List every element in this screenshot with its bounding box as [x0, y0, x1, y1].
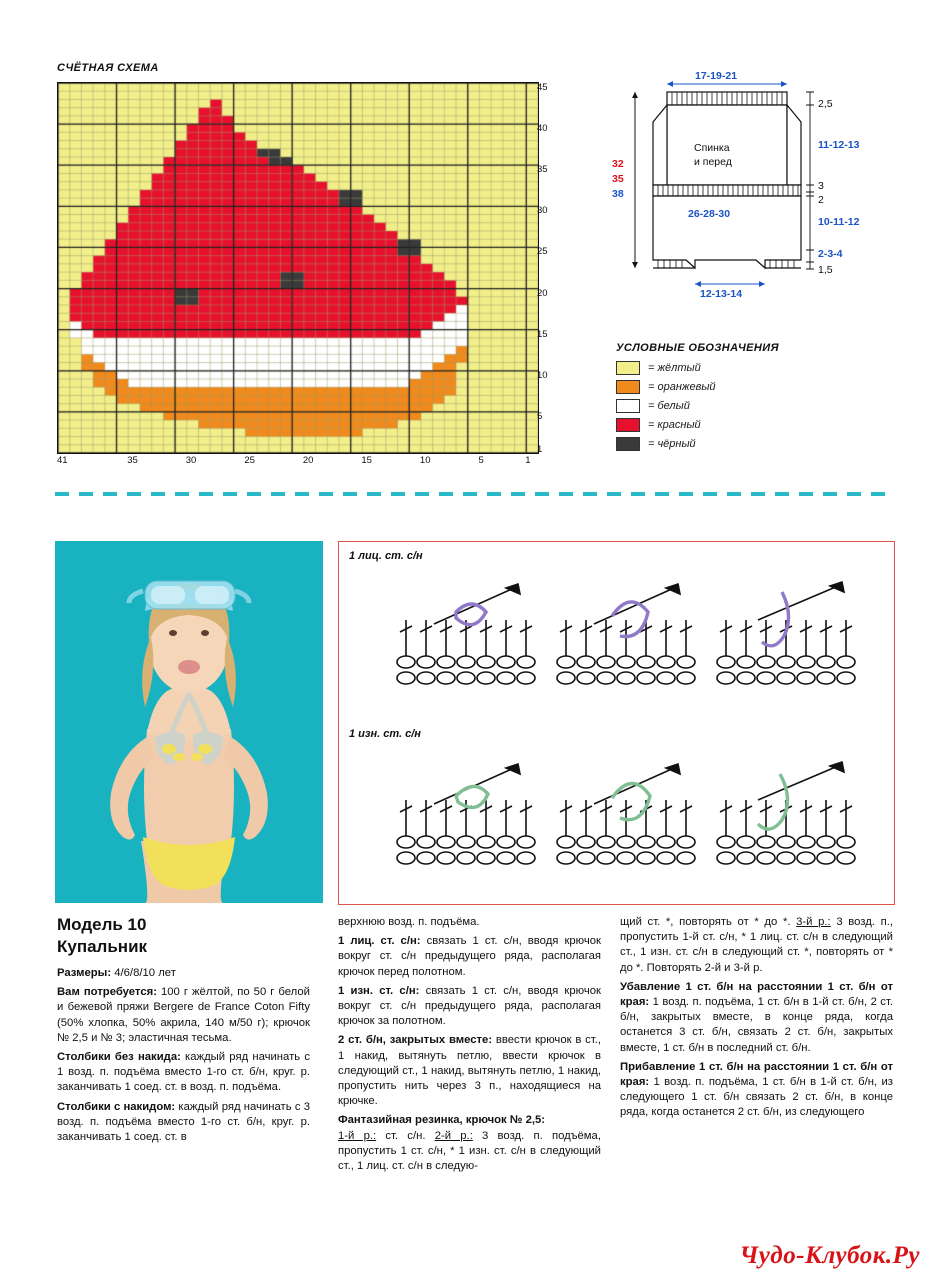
legend-label: = оранжевый: [648, 381, 716, 393]
text-column-1: [57, 915, 310, 1149]
chart-col-label: 30: [185, 455, 197, 466]
legend-swatch: [616, 418, 640, 432]
fancy-rib-row2-label: 2-й р.:: [434, 1129, 473, 1142]
legend-label: = красный: [648, 419, 701, 431]
stitch-diagrams: [339, 542, 894, 904]
schematic-right-1: 2,5: [818, 98, 833, 110]
stitch-label-front: 1 лиц. ст. с/н: [349, 550, 423, 562]
text-column-3: [620, 915, 893, 1125]
col2-continuation: верхнюю возд. п. подъёма.: [338, 916, 480, 928]
chart-col-label: 15: [361, 455, 372, 466]
chart-row-label: 30: [537, 205, 548, 217]
stitch-diagram-box: [338, 541, 895, 905]
fancy-rib-label: Фантазийная резинка, крючок № 2,5:: [338, 1114, 546, 1127]
dc-value: каждый ряд начинать с 3 возд. п. подъёма вместо 1-го ст. б/н, круг. р. заканчивать 1 соед. ст. в: [57, 1100, 310, 1144]
text-column-2: [338, 915, 601, 1178]
front-post-dc-paragraph: [338, 934, 601, 980]
increase-paragraph: [620, 1060, 893, 1121]
chart-col-label: 1: [525, 455, 531, 466]
dc-paragraph: [57, 1100, 310, 1146]
materials-label: Вам потребуется:: [57, 986, 157, 999]
fancy-rib-row1-value: ст. с/н.: [376, 1129, 435, 1142]
legend-title: УСЛОВНЫЕ ОБОЗНАЧЕНИЯ: [616, 342, 779, 354]
schematic-inner-label-1: Спинка: [694, 142, 730, 154]
model-name: Купальник: [57, 937, 148, 956]
front-post-dc-value: связать 1 ст. с/н, вводя крючок вокруг ст. с/н предыдущего ряда, располагая крючок перед полотном.: [338, 935, 601, 978]
dashed-divider: [55, 492, 893, 496]
back-post-dc-label: 1 изн. ст. с/н:: [338, 984, 420, 997]
schematic-right-7: 1,5: [818, 264, 833, 276]
schematic-bottom-width: 12-13-14: [700, 288, 743, 300]
chart-row-label: 10: [537, 369, 548, 381]
decrease-value: 1 возд. п. подъёма, 1 ст. б/н в 1-й ст. б/н, 2 ст. б/н, закрытых вместе, в конце ряда, когда останется 3 ст. б/н, связать 2 ст. б/н, закрытых вместе, 1 ст. б/н в последний ст. б/н.: [620, 996, 893, 1054]
sizes-paragraph: [57, 966, 310, 981]
chart-row-label: 1: [537, 443, 543, 455]
materials-value: 100 г жёлтой, по 50 г белой и бежевой пряжи Bergere de France Coton Fifty (50% хлопка, 50% акрила, 140 м/50 г); крючок № 2,5 и № 3; эластичная тесьма.: [57, 986, 310, 1044]
schematic-inner-width: 26-28-30: [688, 208, 731, 220]
model-photo: [55, 541, 323, 903]
legend-item: [616, 399, 916, 413]
chart-col-label: 20: [302, 455, 314, 466]
chart-column-labels: [50, 455, 550, 469]
sc2tog-value: ввести крючок в ст., 1 накид, вытянуть петлю, ввести крючок в следующий ст., 1 накид, вытянуть петлю, 1 накид, пропустить нить через 3 п., находящиеся на крючке.: [338, 1034, 601, 1108]
chart-row-label: 25: [537, 246, 548, 258]
legend-item: [616, 361, 916, 375]
chart-row-label: 40: [537, 123, 548, 135]
chart-col-label: 10: [419, 455, 431, 466]
schematic-height-2: 35: [612, 173, 624, 185]
legend-label: = чёрный: [648, 438, 696, 450]
front-post-dc-label: 1 лиц. ст. с/н:: [338, 935, 421, 948]
back-post-dc-value: связать 1 ст. с/н, вводя крючок вокруг ст. с/н предыдущего ряда, располагая крючок за полотном.: [338, 984, 601, 1028]
decrease-label: Убавление 1 ст. б/н на расстоянии 1 ст. б/н от края:: [620, 980, 893, 1009]
chart-row-label: 5: [537, 410, 543, 422]
chart-col-label: 5: [478, 455, 484, 466]
sc-label: Столбики без накида:: [57, 1051, 181, 1064]
legend: [616, 342, 916, 456]
increase-value: 1 возд. п. подъёма, 1 ст. б/н в 1-й ст. б/н, из следующего 1 ст. б/н связать 2 ст. б/н, в конце ряда, когда останется 2 ст. б/н, из следующего: [620, 1076, 893, 1119]
fancy-rib-row3-label: 3-й р.:: [796, 916, 831, 928]
schematic-right-2: 11-12-13: [818, 139, 860, 151]
model-number: Модель 10: [57, 915, 147, 934]
site-logo: Чудо-Клубок.Ру: [739, 1242, 920, 1269]
chart-row-labels: [537, 82, 567, 455]
chart-col-label: 41: [57, 455, 68, 466]
schematic-inner-label-2: и перед: [694, 156, 732, 168]
sc2tog-label: 2 ст. б/н, закрытых вместе:: [338, 1034, 493, 1047]
schematic-right-6: 2-3-4: [818, 248, 843, 260]
col3-continuation: [620, 915, 893, 976]
sizes-label: Размеры:: [57, 967, 112, 979]
chart-col-label: 35: [127, 455, 138, 466]
sc2tog-paragraph: [338, 1033, 601, 1109]
chart-row-label: 35: [537, 164, 548, 176]
sc-value: каждый ряд начинать с 1 возд. п. подъёма вместо 1-го ст. б/н, круг. р. заканчивать 1 соед. ст. в возд. п. подъёма.: [57, 1051, 310, 1094]
schematic-height-1: 32: [612, 158, 624, 170]
legend-label: = белый: [648, 400, 690, 412]
legend-swatch: [616, 361, 640, 375]
materials-paragraph: [57, 985, 310, 1046]
legend-swatch: [616, 437, 640, 451]
dc-label: Столбики с накидом:: [57, 1100, 176, 1113]
chart-row-label: 45: [537, 82, 548, 93]
page-number: 43: [915, 1256, 931, 1272]
legend-swatch: [616, 380, 640, 394]
schematic-right-5: 10-11-12: [818, 216, 860, 228]
legend-item: [616, 418, 916, 432]
fancy-rib-paragraph: [338, 1113, 601, 1174]
back-post-dc-paragraph: [338, 984, 601, 1030]
chart-canvas: [57, 82, 539, 454]
schematic-right-3: 3: [818, 180, 824, 192]
schematic-height-3: 38: [612, 188, 624, 200]
legend-label: = жёлтый: [648, 362, 701, 374]
increase-label: Прибавление 1 ст. б/н на расстоянии 1 ст. б/н от края:: [620, 1060, 893, 1089]
counting-chart: [57, 82, 539, 454]
legend-swatch: [616, 399, 640, 413]
legend-item: [616, 380, 916, 394]
sizes-value: 4/6/8/10 лет: [111, 967, 176, 979]
col3-cont-text: щий ст. *, повторять от * до *.: [620, 916, 797, 928]
fancy-rib-row3-value: 3 возд. п., пропустить 1-й ст. с/н, * 1 лиц. ст. с/н в следующий ст., 1 изн. ст. с/н в следующий ст. *, повторять от * до *. Повторять 2-й и 3-й р.: [620, 916, 893, 974]
chart-row-label: 20: [537, 287, 548, 299]
chart-col-label: 25: [244, 455, 255, 466]
chart-section-title: СЧЁТНАЯ СХЕМА: [57, 62, 159, 74]
fancy-rib-row1-label: 1-й р.:: [338, 1129, 377, 1142]
legend-item: [616, 437, 916, 451]
sc-paragraph: [57, 1050, 310, 1096]
schematic-top-width: 17-19-21: [695, 70, 738, 82]
fancy-rib-row2-value: 3 возд. п. подъёма, пропустить 1 ст. с/н, * 1 изн. ст. с/н в следующий ст., 1 лиц. ст. с/н в следую-: [338, 1129, 601, 1173]
chart-row-label: 15: [537, 328, 548, 340]
decrease-paragraph: [620, 980, 893, 1056]
schematic-right-4: 2: [818, 194, 824, 206]
stitch-label-back: 1 изн. ст. с/н: [349, 728, 421, 740]
